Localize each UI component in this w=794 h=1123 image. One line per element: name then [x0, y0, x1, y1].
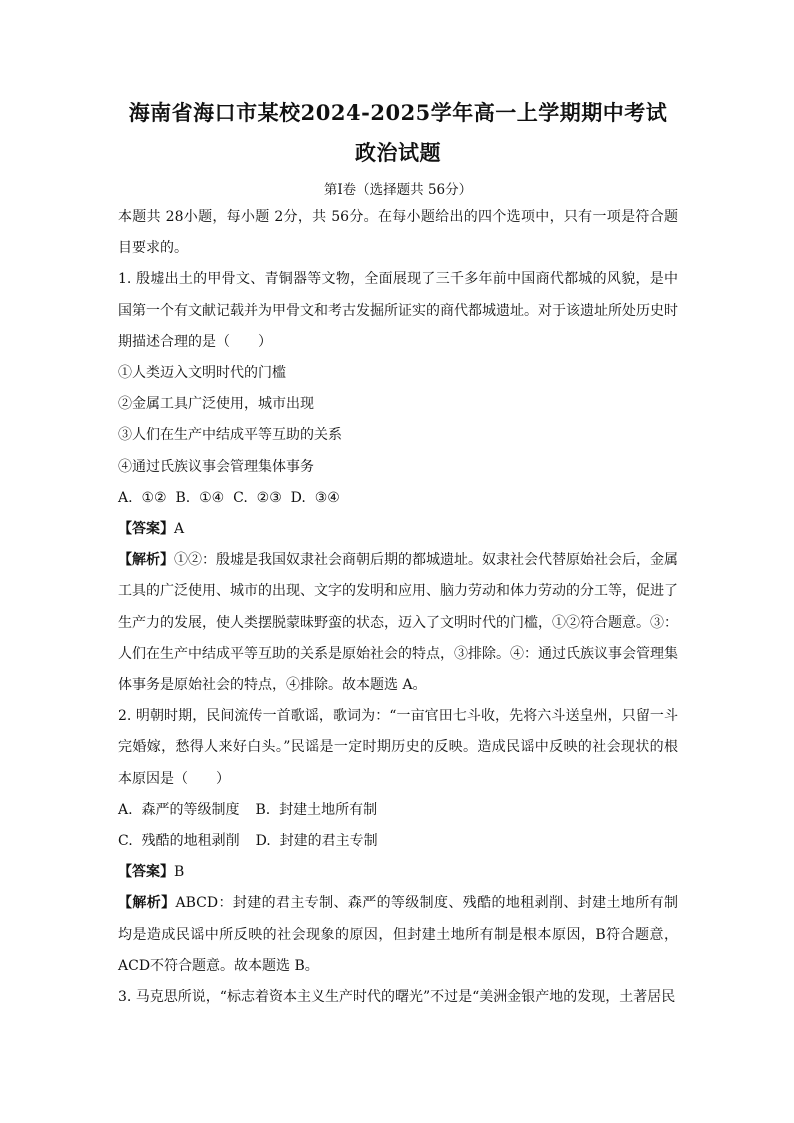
question-3-stem: 3. 马克思所说，“标志着资本主义生产时代的曙光”不过是“美洲金银产地的发现，土著居民 [118, 989, 676, 1006]
choice-d: D. 封建的君主专制 [255, 833, 378, 850]
question-1-statement-1: ①人类迈入文明时代的门槛 [118, 365, 286, 382]
question-2-stem: 2. 明朝时期，民间流传一首歌谣，歌词为：“一亩官田七斗收，先将六斗送皇州，只留一斗完婚嫁，愁得人来好白头。”民谣是一定时期历史的反映。造成民谣中反映的社会现状的根本原因是（ ） [118, 708, 678, 787]
answer-value: B [174, 864, 185, 881]
question-2-choices-row-1 [118, 795, 678, 826]
exam-title: 海南省海口市某校2024-2025学年高一上学期期中考试 [128, 100, 668, 125]
section-heading: 第Ⅰ卷（选择题共 56分） [323, 182, 473, 198]
answer-label: 【答案】 [118, 864, 174, 881]
question-1-statement-3: ③人们在生产中结成平等互助的关系 [118, 427, 342, 444]
analysis-label: 【解析】 [118, 552, 174, 569]
question-2-analysis [118, 888, 678, 982]
analysis-text: ABCD：封建的君主专制、森严的等级制度、残酷的地租剥削、封建土地所有制均是造成民谣中所反映的社会现象的原因，但封建土地所有制是根本原因，B符合题意，ACD不符合题意。故本题选 B。 [118, 895, 679, 974]
question-1-choices: A. ①② B. ①④ C. ②③ D. ③④ [118, 489, 340, 506]
analysis-label: 【解析】 [118, 895, 176, 912]
question-2-answer [118, 857, 678, 888]
question-1-analysis [118, 545, 678, 701]
question-2-choices-row-2 [118, 826, 678, 857]
exam-subtitle: 政治试题 [355, 140, 441, 165]
analysis-text: ①②：殷墟是我国奴隶社会商朝后期的都城遗址。奴隶社会代替原始社会后，金属工具的广泛使用、城市的出现、文字的发明和应用、脑力劳动和体力劳动的分工等，促进了生产力的发展，使人类摆脱蒙昧野蛮的状态，迈入了文明时代的门槛，①②符合题意。③：人们在生产中结成平等互助的关系是原始社会的特点，③排除。④：通过氏族议事会管理集体事务是原始社会的特点，④排除。故本题选 A。 [118, 552, 678, 694]
choice-b: B. 封建土地所有制 [255, 801, 378, 818]
question-1-stem: 1. 殷墟出土的甲骨文、青铜器等文物，全面展现了三千多年前中国商代都城的风貌，是中国第一个有文献记载并为甲骨文和考古发掘所证实的商代都城遗址。对于该遗址所处历史时期描述合理的是（ ） [118, 271, 678, 350]
question-1-statement-4: ④通过氏族议事会管理集体事务 [118, 458, 314, 475]
answer-value: A [174, 521, 185, 538]
choice-a: A. 森严的等级制度 [118, 801, 240, 818]
answer-label: 【答案】 [118, 521, 174, 538]
question-1-answer [118, 514, 678, 545]
choice-c: C. 残酷的地租剥削 [118, 833, 240, 850]
section-intro: 本题共 28小题，每小题 2分，共 56分。在每小题给出的四个选项中，只有一项是符合题目要求的。 [118, 209, 678, 257]
question-1-statement-2: ②金属工具广泛使用，城市出现 [118, 396, 314, 413]
